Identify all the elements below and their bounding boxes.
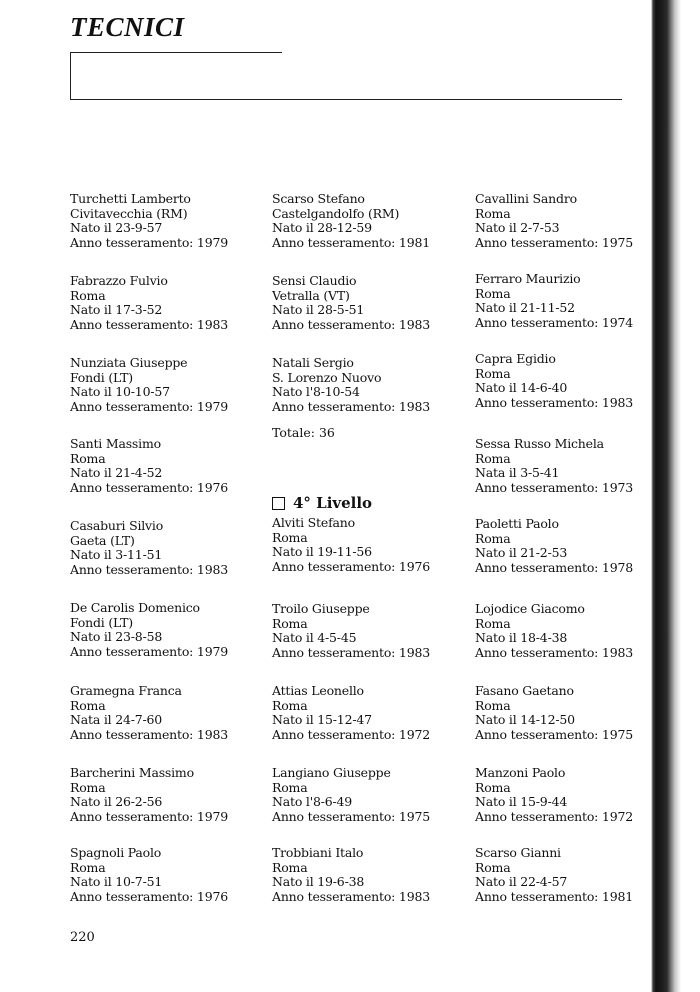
entry-city: Roma: [272, 615, 308, 631]
entry-city: Roma: [272, 697, 308, 713]
entry-name: Sessa Russo Michela: [475, 436, 604, 451]
entry-name: Natali Sergio: [272, 355, 354, 370]
entry-year: Anno tesseramento: 1978: [475, 559, 633, 575]
entry-year: Anno tesseramento: 1975: [272, 808, 430, 824]
entry-name: Troilo Giuseppe: [272, 601, 370, 616]
entry-name: Santi Massimo: [70, 436, 161, 451]
total-count: Totale: 36: [272, 425, 335, 440]
entry-name: Turchetti Lamberto: [70, 191, 191, 206]
entry-name: Fabrazzo Fulvio: [70, 273, 168, 288]
checkbox-icon: [272, 497, 285, 510]
entry-birth: Nato il 28-12-59: [272, 220, 372, 235]
technician-entry: [70, 356, 228, 414]
technician-entry: [272, 684, 430, 742]
entry-year: Anno tesseramento: 1983: [272, 316, 430, 332]
technician-entry: [272, 192, 430, 250]
entry-birth: Nato il 17-3-52: [70, 302, 163, 317]
entry-year: Anno tesseramento: 1983: [475, 644, 633, 660]
technician-entry: [272, 602, 430, 660]
entry-city: Roma: [70, 859, 106, 875]
frame-top-rule: [70, 52, 282, 53]
entry-year: Anno tesseramento: 1983: [70, 726, 228, 742]
entry-birth: Nato il 19-11-56: [272, 544, 372, 559]
entry-city: Roma: [272, 779, 308, 795]
entry-birth: Nata il 3-5-41: [475, 465, 560, 480]
entry-name: Paoletti Paolo: [475, 516, 559, 531]
entry-name: Gramegna Franca: [70, 683, 182, 698]
entry-year: Anno tesseramento: 1976: [70, 888, 228, 904]
entry-year: Anno tesseramento: 1975: [475, 234, 633, 250]
entry-birth: Nato il 19-6-38: [272, 874, 365, 889]
entry-city: Roma: [70, 779, 106, 795]
entry-city: Roma: [475, 779, 511, 795]
entry-city: Roma: [475, 859, 511, 875]
technician-entry: [475, 437, 633, 495]
entry-name: Fasano Gaetano: [475, 683, 574, 698]
technician-entry: [475, 766, 633, 824]
technician-entry: [475, 352, 633, 410]
entry-name: Spagnoli Paolo: [70, 845, 162, 860]
technician-entry: [475, 846, 633, 904]
entry-birth: Nato il 15-9-44: [475, 794, 568, 809]
entry-name: Ferraro Maurizio: [475, 271, 581, 286]
entry-birth: Nato il 28-5-51: [272, 302, 365, 317]
entry-birth: Nato il 3-11-51: [70, 547, 163, 562]
technician-entry: [475, 602, 633, 660]
technician-entry: [70, 846, 228, 904]
technician-entry: [475, 192, 633, 250]
technician-entry: [475, 517, 633, 575]
entry-birth: Nato il 4-5-45: [272, 630, 357, 645]
technician-entry: [70, 274, 228, 332]
entry-year: Anno tesseramento: 1973: [475, 479, 633, 495]
technician-entry: [272, 846, 430, 904]
technician-entry: [272, 766, 430, 824]
technician-entry: [70, 684, 228, 742]
entry-city: Roma: [70, 697, 106, 713]
entry-city: Roma: [70, 287, 106, 303]
entry-birth: Nato il 26-2-56: [70, 794, 163, 809]
entry-birth: Nato il 14-6-40: [475, 380, 568, 395]
entry-name: Alviti Stefano: [272, 515, 355, 530]
entry-city: Roma: [475, 450, 511, 466]
entry-city: Roma: [475, 285, 511, 301]
entry-name: Scarso Gianni: [475, 845, 561, 860]
entry-city: Roma: [475, 205, 511, 221]
entry-year: Anno tesseramento: 1983: [70, 316, 228, 332]
entry-birth: Nato il 15-12-47: [272, 712, 372, 727]
entry-name: Sensi Claudio: [272, 273, 357, 288]
technician-entry: [272, 356, 430, 414]
entry-birth: Nato il 10-10-57: [70, 384, 170, 399]
technician-entry: [70, 437, 228, 495]
entry-birth: Nato l'8-10-54: [272, 384, 360, 399]
entry-year: Anno tesseramento: 1975: [475, 726, 633, 742]
entry-year: Anno tesseramento: 1983: [272, 888, 430, 904]
entry-birth: Nato il 23-8-58: [70, 629, 163, 644]
entry-year: Anno tesseramento: 1983: [272, 398, 430, 414]
technician-entry: [70, 601, 228, 659]
entry-city: Roma: [272, 859, 308, 875]
entry-name: Capra Egidio: [475, 351, 556, 366]
entry-year: Anno tesseramento: 1979: [70, 234, 228, 250]
entry-birth: Nato il 21-11-52: [475, 300, 575, 315]
entry-name: De Carolis Domenico: [70, 600, 200, 615]
entry-name: Langiano Giuseppe: [272, 765, 391, 780]
frame-bottom-rule: [70, 99, 622, 100]
entry-birth: Nato il 23-9-57: [70, 220, 163, 235]
book-spine-shadow: [647, 0, 700, 992]
entry-birth: Nato l'8-6-49: [272, 794, 353, 809]
entry-name: Attias Leonello: [272, 683, 364, 698]
entry-name: Trobbiani Italo: [272, 845, 364, 860]
entry-birth: Nato il 18-4-38: [475, 630, 568, 645]
entry-name: Cavallini Sandro: [475, 191, 577, 206]
frame-left-rule: [70, 52, 71, 100]
page-title: TECNICI: [70, 12, 185, 42]
entry-year: Anno tesseramento: 1972: [272, 726, 430, 742]
entry-name: Scarso Stefano: [272, 191, 365, 206]
entry-city: Roma: [475, 530, 511, 546]
technician-entry: [272, 516, 430, 574]
entry-birth: Nato il 14-12-50: [475, 712, 575, 727]
entry-city: Roma: [475, 697, 511, 713]
technician-entry: [70, 192, 228, 250]
entry-name: Nunziata Giuseppe: [70, 355, 188, 370]
entry-city: S. Lorenzo Nuovo: [272, 369, 382, 385]
entry-year: Anno tesseramento: 1983: [475, 394, 633, 410]
technician-entry: [475, 684, 633, 742]
entry-birth: Nato il 21-2-53: [475, 545, 568, 560]
entry-year: Anno tesseramento: 1981: [475, 888, 633, 904]
entry-year: Anno tesseramento: 1976: [272, 558, 430, 574]
entry-year: Anno tesseramento: 1981: [272, 234, 430, 250]
entry-city: Gaeta (LT): [70, 532, 135, 548]
technician-entry: [475, 272, 633, 330]
technician-entry: [272, 274, 430, 332]
entry-birth: Nato il 21-4-52: [70, 465, 163, 480]
entry-year: Anno tesseramento: 1983: [272, 644, 430, 660]
entry-birth: Nata il 24-7-60: [70, 712, 163, 727]
entry-city: Roma: [475, 365, 511, 381]
entry-city: Fondi (LT): [70, 614, 133, 630]
entry-birth: Nato il 2-7-53: [475, 220, 560, 235]
entry-name: Casaburi Silvio: [70, 518, 164, 533]
entry-city: Roma: [272, 529, 308, 545]
entry-city: Fondi (LT): [70, 369, 133, 385]
entry-city: Civitavecchia (RM): [70, 205, 188, 221]
section-heading: [272, 494, 372, 512]
entry-city: Castelgandolfo (RM): [272, 205, 400, 221]
entry-year: Anno tesseramento: 1974: [475, 314, 633, 330]
page-number: 220: [70, 930, 95, 945]
entry-city: Roma: [70, 450, 106, 466]
entry-birth: Nato il 22-4-57: [475, 874, 568, 889]
entry-birth: Nato il 10-7-51: [70, 874, 163, 889]
technician-entry: [70, 766, 228, 824]
entry-year: Anno tesseramento: 1983: [70, 561, 228, 577]
entry-year: Anno tesseramento: 1972: [475, 808, 633, 824]
entry-year: Anno tesseramento: 1979: [70, 398, 228, 414]
entry-year: Anno tesseramento: 1979: [70, 808, 228, 824]
section-title: 4° Livello: [293, 494, 373, 512]
entry-name: Lojodice Giacomo: [475, 601, 585, 616]
entry-year: Anno tesseramento: 1979: [70, 643, 228, 659]
entry-name: Manzoni Paolo: [475, 765, 566, 780]
entry-city: Roma: [475, 615, 511, 631]
entry-city: Vetralla (VT): [272, 287, 350, 303]
technician-entry: [70, 519, 228, 577]
entry-year: Anno tesseramento: 1976: [70, 479, 228, 495]
entry-name: Barcherini Massimo: [70, 765, 194, 780]
